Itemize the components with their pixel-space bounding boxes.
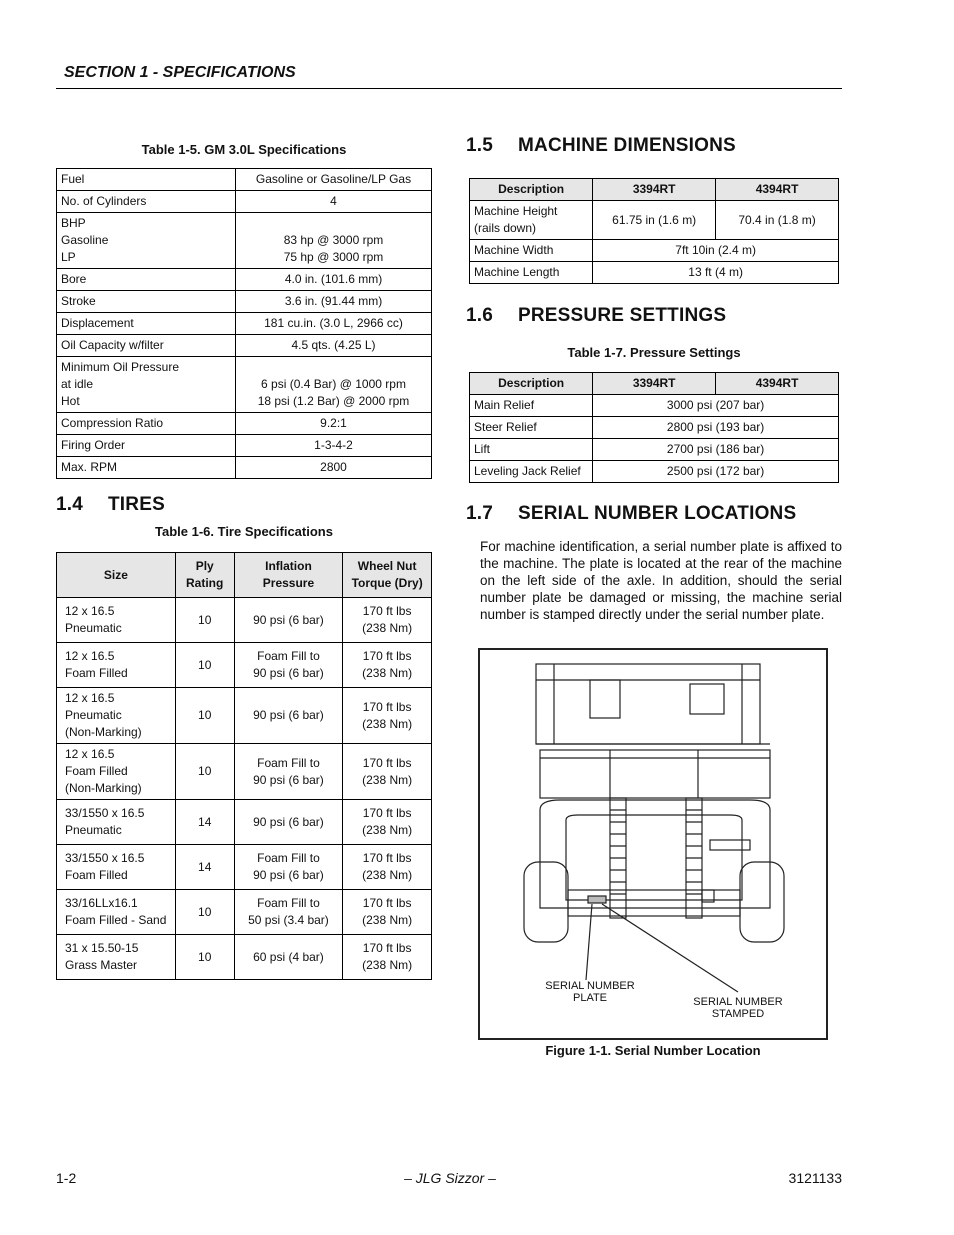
engine-label: Compression Ratio <box>57 413 236 435</box>
tire-cell: 33/1550 x 16.5 Pneumatic <box>57 800 176 845</box>
row-value: 2800 psi (193 bar) <box>593 417 839 439</box>
engine-value: 4.5 qts. (4.25 L) <box>236 335 432 357</box>
engine-label: No. of Cylinders <box>57 191 236 213</box>
tire-cell: 170 ft lbs (238 Nm) <box>343 800 432 845</box>
tire-row <box>57 744 432 800</box>
engine-value: 181 cu.in. (3.0 L, 2966 cc) <box>236 313 432 335</box>
tire-cell: 90 psi (6 bar) <box>234 688 343 744</box>
serial-plate-label: SERIAL NUMBER PLATE <box>545 980 635 1004</box>
engine-value: 1-3-4-2 <box>236 435 432 457</box>
pressure-heading-number: 1.6 <box>466 305 494 326</box>
tire-cell: 12 x 16.5 Foam Filled (Non-Marking) <box>57 744 176 800</box>
tire-cell: Foam Fill to 90 psi (6 bar) <box>234 744 343 800</box>
tires-heading <box>56 494 165 516</box>
tire-cell: 14 <box>175 800 234 845</box>
tire-row <box>57 935 432 980</box>
engine-row <box>57 291 432 313</box>
tire-spec-table <box>56 552 432 980</box>
engine-value: 9.2:1 <box>236 413 432 435</box>
pressure-heading-text: PRESSURE SETTINGS <box>518 305 727 326</box>
engine-row <box>57 435 432 457</box>
tire-cell: 33/1550 x 16.5 Foam Filled <box>57 845 176 890</box>
tire-cell: 31 x 15.50-15 Grass Master <box>57 935 176 980</box>
tire-cell: 12 x 16.5 Foam Filled <box>57 643 176 688</box>
pressure-table <box>469 372 839 483</box>
figure-caption: Figure 1-1. Serial Number Location <box>545 1043 761 1058</box>
tire-cell: 10 <box>175 643 234 688</box>
footer-title: – JLG Sizzor – <box>404 1170 496 1186</box>
dimensions-table <box>469 178 839 284</box>
row-value: 13 ft (4 m) <box>593 262 839 284</box>
dimensions-heading <box>466 135 736 157</box>
tires-heading-number: 1.4 <box>56 494 84 515</box>
tire-cell: 170 ft lbs (238 Nm) <box>343 598 432 643</box>
engine-label: Bore <box>57 269 236 291</box>
table-row <box>470 395 839 417</box>
engine-row <box>57 169 432 191</box>
column-header: Description <box>470 373 593 395</box>
engine-row <box>57 191 432 213</box>
header-divider <box>56 88 842 89</box>
engine-table-caption: Table 1-5. GM 3.0L Specifications <box>141 142 347 157</box>
serial-heading <box>466 503 796 525</box>
row-description: Machine Length <box>470 262 593 284</box>
tire-row <box>57 643 432 688</box>
engine-value: 6 psi (0.4 Bar) @ 1000 rpm 18 psi (1.2 Bar) @ 2000 rpm <box>236 357 432 413</box>
tire-cell: 10 <box>175 890 234 935</box>
tire-cell: 33/16LLx16.1 Foam Filled - Sand <box>57 890 176 935</box>
tire-row <box>57 845 432 890</box>
engine-label: Displacement <box>57 313 236 335</box>
row-description: Machine Width <box>470 240 593 262</box>
tire-column-header: Inflation Pressure <box>234 553 343 598</box>
tire-cell: 170 ft lbs (238 Nm) <box>343 890 432 935</box>
pressure-heading <box>466 305 726 327</box>
row-value: 3000 psi (207 bar) <box>593 395 839 417</box>
dimensions-heading-text: MACHINE DIMENSIONS <box>518 135 736 156</box>
tire-column-header: Ply Rating <box>175 553 234 598</box>
engine-label: Max. RPM <box>57 457 236 479</box>
table-row <box>470 262 839 284</box>
engine-row <box>57 313 432 335</box>
tire-cell: 10 <box>175 935 234 980</box>
page-number: 1-2 <box>56 1170 77 1186</box>
tire-cell: 170 ft lbs (238 Nm) <box>343 643 432 688</box>
table-row <box>470 439 839 461</box>
tire-column-header: Wheel Nut Torque (Dry) <box>343 553 432 598</box>
serial-body-text: For machine identification, a serial number plate is affixed to the machine. The plate is located at the rear of the machine on the left side of the axle. In addition, should the serial number plate be damaged or missing, the machine serial number is stamped directly under the serial number plate. <box>480 539 842 622</box>
table-row <box>470 417 839 439</box>
engine-label: Firing Order <box>57 435 236 457</box>
row-description: Lift <box>470 439 593 461</box>
tire-cell: Foam Fill to 50 psi (3.4 bar) <box>234 890 343 935</box>
tire-cell: Foam Fill to 90 psi (6 bar) <box>234 643 343 688</box>
row-description: Steer Relief <box>470 417 593 439</box>
engine-label: Oil Capacity w/filter <box>57 335 236 357</box>
column-header: Description <box>470 179 593 201</box>
tire-cell: 90 psi (6 bar) <box>234 800 343 845</box>
tire-row <box>57 598 432 643</box>
document-number: 3121133 <box>788 1170 842 1186</box>
row-value-3394rt: 61.75 in (1.6 m) <box>593 201 716 240</box>
row-description: Machine Height (rails down) <box>470 201 593 240</box>
engine-row <box>57 457 432 479</box>
table-row <box>470 201 839 240</box>
engine-row <box>57 269 432 291</box>
tire-cell: 170 ft lbs (238 Nm) <box>343 744 432 800</box>
table-row <box>470 461 839 483</box>
tire-row <box>57 890 432 935</box>
tire-cell: 14 <box>175 845 234 890</box>
tire-cell: Foam Fill to 90 psi (6 bar) <box>234 845 343 890</box>
engine-label: Stroke <box>57 291 236 313</box>
tire-cell: 60 psi (4 bar) <box>234 935 343 980</box>
tire-cell: 170 ft lbs (238 Nm) <box>343 935 432 980</box>
tire-row <box>57 800 432 845</box>
column-header: 4394RT <box>716 373 839 395</box>
tire-cell: 170 ft lbs (238 Nm) <box>343 688 432 744</box>
tire-cell: 10 <box>175 598 234 643</box>
serial-location-figure <box>478 648 828 1040</box>
tire-cell: 12 x 16.5 Pneumatic (Non-Marking) <box>57 688 176 744</box>
tire-cell: 170 ft lbs (238 Nm) <box>343 845 432 890</box>
column-header: 4394RT <box>716 179 839 201</box>
serial-heading-number: 1.7 <box>466 503 494 524</box>
engine-value: 4.0 in. (101.6 mm) <box>236 269 432 291</box>
engine-spec-table <box>56 168 432 479</box>
engine-value: Gasoline or Gasoline/LP Gas <box>236 169 432 191</box>
tire-cell: 90 psi (6 bar) <box>234 598 343 643</box>
section-header: SECTION 1 - SPECIFICATIONS <box>64 64 296 81</box>
engine-value: 3.6 in. (91.44 mm) <box>236 291 432 313</box>
row-description: Main Relief <box>470 395 593 417</box>
engine-row <box>57 213 432 269</box>
pressure-table-caption: Table 1-7. Pressure Settings <box>567 345 741 360</box>
tires-table-caption: Table 1-6. Tire Specifications <box>155 524 333 539</box>
tires-heading-text: TIRES <box>108 494 165 515</box>
row-description: Leveling Jack Relief <box>470 461 593 483</box>
engine-value: 4 <box>236 191 432 213</box>
dimensions-heading-number: 1.5 <box>466 135 494 156</box>
serial-heading-text: SERIAL NUMBER LOCATIONS <box>518 503 797 524</box>
tire-cell: 10 <box>175 688 234 744</box>
row-value: 7ft 10in (2.4 m) <box>593 240 839 262</box>
serial-stamped-label: SERIAL NUMBER STAMPED <box>693 996 783 1020</box>
column-header: 3394RT <box>593 179 716 201</box>
row-value-4394rt: 70.4 in (1.8 m) <box>716 201 839 240</box>
engine-label: Fuel <box>57 169 236 191</box>
row-value: 2700 psi (186 bar) <box>593 439 839 461</box>
engine-label: BHP Gasoline LP <box>57 213 236 269</box>
table-row <box>470 240 839 262</box>
engine-row <box>57 357 432 413</box>
engine-label: Minimum Oil Pressure at idle Hot <box>57 357 236 413</box>
engine-row <box>57 335 432 357</box>
tire-cell: 10 <box>175 744 234 800</box>
engine-value: 2800 <box>236 457 432 479</box>
tire-cell: 12 x 16.5 Pneumatic <box>57 598 176 643</box>
engine-value: 83 hp @ 3000 rpm 75 hp @ 3000 rpm <box>236 213 432 269</box>
tire-row <box>57 688 432 744</box>
engine-row <box>57 413 432 435</box>
row-value: 2500 psi (172 bar) <box>593 461 839 483</box>
column-header: 3394RT <box>593 373 716 395</box>
tire-column-header: Size <box>57 553 176 598</box>
